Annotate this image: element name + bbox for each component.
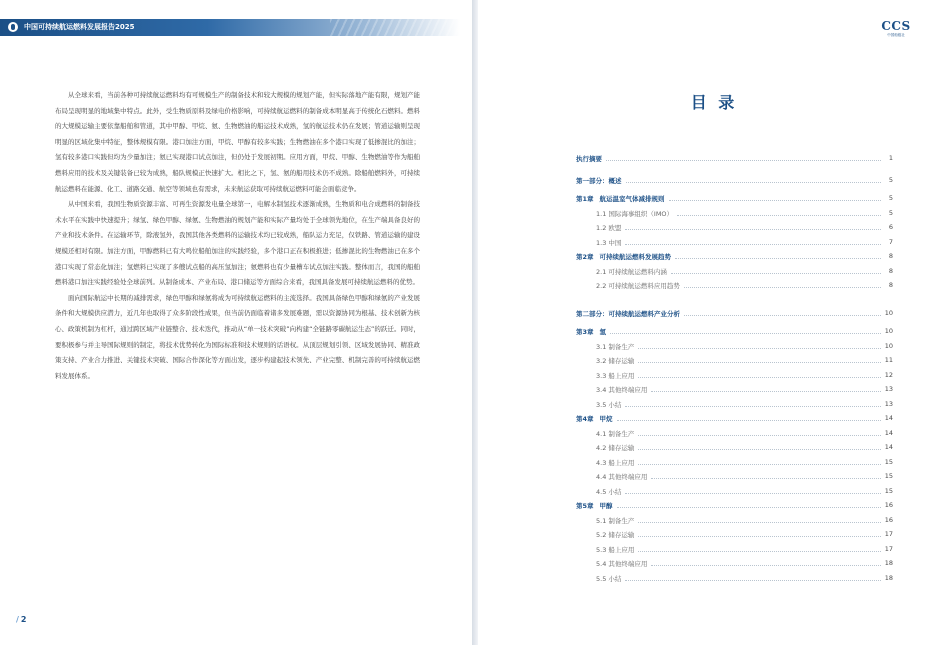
- toc-entry-text: 1.3 中国: [596, 238, 622, 247]
- toc-entry-text: 3.2 储存运输: [596, 356, 635, 365]
- toc-entry-text: 1.1 国际海事组织（IMO）: [596, 209, 674, 218]
- toc-entry-label: [576, 559, 647, 568]
- toc-section-entry[interactable]: [576, 440, 893, 454]
- toc-leader-dots: [606, 160, 881, 161]
- toc-entry-label: [576, 371, 634, 380]
- toc-leader-dots: [677, 215, 881, 216]
- toc-leader-dots: [669, 200, 881, 201]
- toc-page-number: 14: [884, 429, 893, 437]
- ccs-logo-mark: CCS: [881, 19, 911, 33]
- toc-leader-dots: [625, 406, 880, 407]
- toc-page-number: 5: [888, 209, 893, 217]
- toc-entry-text: 5.2 储存运输: [596, 530, 635, 539]
- toc-chapter-entry[interactable]: [576, 498, 893, 512]
- toc-entry-label: [576, 238, 621, 247]
- toc-entry-text: 3.4 其他终端应用: [596, 385, 648, 394]
- toc-section-entry[interactable]: [576, 527, 893, 541]
- toc-section-entry[interactable]: [576, 484, 893, 498]
- toc-entry-label: [576, 429, 634, 438]
- toc-entry-label: [576, 176, 622, 185]
- toc-entry-text: 第一部分：概述: [576, 176, 622, 185]
- toc-entry-text: 5.5 小结: [596, 574, 622, 583]
- toc-chapter-number: 第2章: [576, 252, 594, 261]
- toc-entry-text: 3.5 小结: [596, 400, 622, 409]
- toc-page-number: 14: [884, 414, 893, 422]
- toc-entry-text: 4.1 制备生产: [596, 429, 635, 438]
- toc-leader-dots: [638, 435, 880, 436]
- toc-leader-dots: [684, 287, 881, 288]
- toc-section-entry[interactable]: [576, 206, 893, 220]
- left-page: [0, 0, 472, 645]
- toc-leader-dots: [638, 551, 880, 552]
- toc-section-entry[interactable]: [576, 455, 893, 469]
- toc-entry-label: [576, 252, 671, 261]
- toc-entry-text: 1.2 欧盟: [596, 223, 622, 232]
- toc-entry-label: [576, 209, 673, 218]
- toc-entry-label: [576, 501, 613, 510]
- toc-entry-text: 2.2 可持续航运燃料应用趋势: [596, 281, 680, 290]
- slash-icon: /: [16, 615, 19, 624]
- toc-entry-label: [576, 154, 602, 163]
- toc-section-entry[interactable]: [576, 264, 893, 278]
- toc-entry-label: [576, 400, 621, 409]
- ccs-logo: [878, 20, 914, 38]
- ccs-logo-subtitle: 中国船级社: [887, 33, 905, 37]
- toc-entry-text: 4.5 小结: [596, 487, 622, 496]
- toc-entry-text: 5.1 制备生产: [596, 516, 635, 525]
- toc-page-number: 16: [884, 516, 893, 524]
- toc-page-number: 15: [884, 472, 893, 480]
- toc-leader-dots: [610, 333, 881, 334]
- toc-entry-label: [576, 356, 634, 365]
- toc-entry-label: [576, 472, 647, 481]
- toc-entry-text: 5.4 其他终端应用: [596, 559, 648, 568]
- toc-leader-dots: [638, 348, 880, 349]
- toc-entry-text: 3.3 船上应用: [596, 371, 635, 380]
- toc-leader-dots: [638, 522, 880, 523]
- toc-entry-label: [576, 281, 680, 290]
- toc-chapter-number: 第3章: [576, 327, 594, 336]
- toc-entry-text: 第二部分：可持续航运燃料产业分析: [576, 309, 680, 318]
- toc-entry-label: [576, 530, 634, 539]
- toc-entry-text: 4.3 船上应用: [596, 458, 635, 467]
- body-text: [55, 88, 420, 384]
- toc-entry-text: 4.4 其他终端应用: [596, 472, 648, 481]
- toc-entry-label: [576, 458, 634, 467]
- toc-page-number: 12: [884, 371, 893, 379]
- toc-entry-label: [576, 267, 667, 276]
- toc-leader-dots: [651, 391, 880, 392]
- toc-entry-label: [576, 545, 634, 554]
- toc-section-entry[interactable]: [576, 353, 893, 367]
- toc-page-number: 13: [884, 385, 893, 393]
- toc-page-number: 16: [884, 501, 893, 509]
- toc-entry-label: [576, 443, 634, 452]
- paragraph: 面向国际航运中长期的减排需求，绿色甲醇和绿氨将成为可持续航运燃料的主流选择。我国具备绿色甲醇和绿氨的产业发展条件和大规模供应潜力，近几年也取得了众多阶段性成果，但当前仍面临着诸多发展难题，需以资源协同为根基、技术创新为核心、政策机制为杠杆，通过跨区域产业链整合、技术迭代，推动从“单一技术突破”向构建“全链路零碳航运生态”的跃迁。同时，要积极参与并主导国际规则的制定，将技术优势转化为国际标准和技术规则的话语权。从顶层规划引领、区域发展协同、精准政策支持、产业合力推进、关键技术突破、国际合作深化等方面出发，逐步构建起技术领先、产业完整、机制完善的可持续航运燃料发展体系。: [55, 293, 420, 380]
- toc-page-number: 13: [884, 400, 893, 408]
- toc-section-entry[interactable]: [576, 278, 893, 292]
- toc-section-entry[interactable]: [576, 382, 893, 396]
- toc-page-number: 8: [888, 281, 893, 289]
- toc-entry-text: 5.3 船上应用: [596, 545, 635, 554]
- running-header: [0, 19, 460, 36]
- right-page: [478, 0, 950, 645]
- toc-page-number: 14: [884, 443, 893, 451]
- toc-entry-label: [576, 194, 665, 203]
- toc-page-number: 18: [884, 574, 893, 582]
- toc-part-entry[interactable]: [576, 151, 893, 165]
- toc-section-entry[interactable]: [576, 469, 893, 483]
- report-logo-icon: [8, 22, 18, 32]
- toc-leader-dots: [638, 464, 880, 465]
- toc-entry-text: 氢: [599, 327, 607, 336]
- toc-section-entry[interactable]: [576, 571, 893, 585]
- toc-chapter-number: 第4章: [576, 414, 594, 423]
- toc-section-entry[interactable]: [576, 426, 893, 440]
- toc-entry-label: [576, 309, 680, 318]
- toc-page-number: 15: [884, 458, 893, 466]
- page-number-value: 2: [20, 615, 27, 624]
- toc-leader-dots: [638, 362, 880, 363]
- toc-entry-label: [576, 342, 634, 351]
- paragraph: 从中国来看，我国生物质资源丰富、可再生资源发电量全球第一，电解水制氢技术逐渐成熟，生物质和电合成燃料的制备技术水平在实践中快速提升；绿氢、绿色甲醇、绿氨、生物燃油的规划产能和实际产量均处于全球领先地位，在生产端具备良好的产业和技术条件。在运输环节，除液氢外，我国其他各类燃料的运输技术均已较成熟，船队运力充足，仅铁路、管道运输的建设规模还相对有限。加注方面，甲醇燃料已有大鸣位船舶加注的实践经验，多个港口正在积极推进；低掺混比的生物燃油已在多个港口实现了常态化加注；氢燃料已实现了多艘试点船的高压氢加注；氨燃料也有少量槽车试点加注实践。整体而言，我国的船舶燃料港口加注实践经验处全球前列。从制备成本、产业布局、港口储运等方面综合来看，我国具备发展可持续航运燃料的优势。: [55, 200, 420, 287]
- toc-section-entry[interactable]: [576, 513, 893, 527]
- toc-chapter-entry[interactable]: [576, 411, 893, 425]
- toc-entry-text: 可持续航运燃料发展趋势: [599, 252, 672, 261]
- toc-leader-dots: [625, 229, 881, 230]
- toc-page-number: 10: [884, 342, 893, 350]
- toc-leader-dots: [617, 420, 881, 421]
- report-title: 中国可持续航运燃料发展报告2025: [24, 23, 135, 31]
- toc-entry-label: [576, 414, 613, 423]
- toc-entry-label: [576, 385, 647, 394]
- toc-entry-label: [576, 327, 606, 336]
- toc-leader-dots: [638, 449, 880, 450]
- toc-entry-text: 4.2 储存运输: [596, 443, 635, 452]
- toc-entry-label: [576, 516, 634, 525]
- toc-chapter-entry[interactable]: [576, 324, 893, 338]
- toc-leader-dots: [671, 273, 881, 274]
- toc-leader-dots: [638, 536, 880, 537]
- toc-entry-label: [576, 574, 621, 583]
- toc-section-entry[interactable]: [576, 339, 893, 353]
- toc-entry-text: 航运温室气体减排规则: [599, 194, 665, 203]
- toc-page-number: 8: [888, 252, 893, 260]
- toc-page-number: 7: [888, 238, 893, 246]
- toc-section-entry[interactable]: [576, 556, 893, 570]
- toc-leader-dots: [617, 507, 881, 508]
- toc-leader-dots: [625, 580, 880, 581]
- toc-section-entry[interactable]: [576, 368, 893, 382]
- toc-leader-dots: [625, 493, 880, 494]
- toc-chapter-entry[interactable]: [576, 191, 893, 205]
- toc-page-number: 10: [884, 327, 893, 335]
- toc-section-entry[interactable]: [576, 220, 893, 234]
- toc-page-number: 17: [884, 545, 893, 553]
- header-decoration: [330, 19, 460, 36]
- toc-page-number: 8: [888, 267, 893, 275]
- toc-part-entry[interactable]: [576, 306, 893, 320]
- toc-leader-dots: [626, 182, 882, 183]
- toc-leader-dots: [675, 258, 881, 259]
- toc-page-number: 18: [884, 559, 893, 567]
- toc-entry-text: 2.1 可持续航运燃料内涵: [596, 267, 667, 276]
- toc-chapter-number: 第5章: [576, 501, 594, 510]
- toc-leader-dots: [651, 478, 880, 479]
- toc-leader-dots: [684, 315, 881, 316]
- toc-page-number: 5: [888, 194, 893, 202]
- toc-leader-dots: [651, 565, 880, 566]
- toc-entry-label: [576, 487, 621, 496]
- toc-page-number: 10: [884, 309, 893, 317]
- toc-title: 目 录: [690, 93, 738, 112]
- toc-leader-dots: [638, 377, 880, 378]
- toc-page-number: 15: [884, 487, 893, 495]
- toc-chapter-number: 第1章: [576, 194, 594, 203]
- paragraph: 从全球来看，当前各种可持续航运燃料均有可规模生产的制备技术和较大规模的规划产能，但实际落地产能有限，规划产能布局呈现明显的地域集中特点。此外，受生物质原料及绿电价格影响，可持续航运燃料的制备成本明显高于传统化石燃料。燃料的大规模运输主要依靠船舶和管道，其中甲醇、甲烷、氨、生物燃油的船运技术成熟，氢的航运技术仍在发展；管道运输则呈现明显的区域化集中特征，整体规模有限。港口加注方面，甲烷、甲醇有较多实践；生物燃油在多个港口实现了低掺混比的加注；氢有较多港口实践但均为少量加注；氨已实现港口试点加注，但仍处于发展初期。应用方面，甲烷、甲醇、生物燃油等作为船舶燃料应用的技术及关键装备已较为成熟，船队规模正快速扩大。相比之下，氢、氨的船用技术仍不成熟。除船舶燃料外，可持续航运燃料在能源、化工、道路交通、航空等领域也有需求，未来航运获取可持续航运燃料可能会面临竞争。: [55, 91, 420, 193]
- toc-page-number: 1: [888, 154, 893, 162]
- toc-entry-text: 3.1 制备生产: [596, 342, 635, 351]
- toc-entry-text: 甲醇: [599, 501, 613, 510]
- page-number: [16, 615, 27, 624]
- toc-part-entry[interactable]: [576, 173, 893, 187]
- toc-entry-text: 执行摘要: [576, 154, 602, 163]
- toc-section-entry[interactable]: [576, 542, 893, 556]
- toc-page-number: 11: [884, 356, 893, 364]
- toc-chapter-entry[interactable]: [576, 249, 893, 263]
- toc-entry-label: [576, 223, 621, 232]
- toc-page-number: 5: [888, 176, 893, 184]
- toc-section-entry[interactable]: [576, 235, 893, 249]
- toc-leader-dots: [625, 244, 881, 245]
- toc-entry-text: 甲烷: [599, 414, 613, 423]
- toc-page-number: 6: [888, 223, 893, 231]
- toc-page-number: 17: [884, 530, 893, 538]
- toc-section-entry[interactable]: [576, 397, 893, 411]
